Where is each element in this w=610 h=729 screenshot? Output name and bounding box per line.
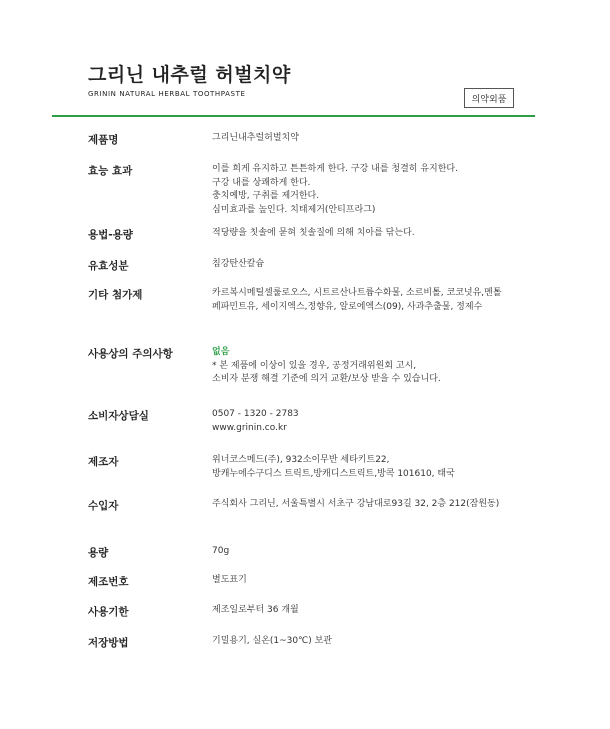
- value-line: * 본 제품에 이상이 있을 경우, 공정거래위원회 고시,: [212, 360, 417, 371]
- value-line: 이를 희게 유지하고 튼튼하게 한다. 구강 내를 청결히 유지한다.: [212, 164, 458, 174]
- value-line: 충치예방, 구취를 제거한다.: [212, 191, 320, 201]
- value-line: 소비자 분쟁 해결 기준에 의거 교환/보상 받을 수 있습니다.: [212, 374, 441, 384]
- row-value: [212, 635, 530, 649]
- row-label: 사용기한: [88, 606, 129, 618]
- row-value: [212, 287, 530, 314]
- value-line: 카르복시메틸셀룰로오스, 시트르산나트륨수화물, 소르비톨, 코코넛유,멘톨: [212, 288, 502, 298]
- header-divider: [52, 115, 535, 117]
- category-badge: 의약외품: [464, 88, 514, 108]
- page-title: 그리닌 내추럴 허벌치약: [88, 64, 291, 86]
- row-value: [212, 132, 530, 146]
- value-line: 0507 - 1320 - 2783: [212, 409, 299, 419]
- row-label: 유효성분: [88, 260, 129, 272]
- row-label: 제품명: [88, 134, 119, 146]
- row-label: 용량: [88, 547, 109, 559]
- row-value: [212, 227, 530, 241]
- value-line: 그리닌내추럴허벌치약: [212, 133, 299, 143]
- value-line: 페파민트유, 세이지엑스,정향유, 알로에엑스(09), 사과추출물, 정제수: [212, 301, 483, 312]
- row-label: 용법-용량: [88, 229, 133, 241]
- highlight-text: 없음: [212, 347, 230, 357]
- value-line: 구강 내를 상쾌하게 한다.: [212, 177, 311, 188]
- row-value: [212, 408, 530, 435]
- row-value: [212, 545, 530, 559]
- value-line: 침강탄산칼슘: [212, 259, 265, 269]
- value-line: 별도표기: [212, 575, 247, 585]
- row-label: 기타 첨가제: [88, 289, 143, 301]
- row-label: 사용상의 주의사항: [88, 348, 173, 360]
- row-label: 효능 효과: [88, 165, 133, 177]
- row-label: 제조번호: [88, 576, 129, 588]
- value-line: 적당량을 칫솔에 묻혀 칫솔질에 의해 치아를 닦는다.: [212, 228, 415, 238]
- value-line: 위너코스메드(주), 932소이무반 세타키트22,: [212, 455, 390, 465]
- value-line: 방캐누에수구디스 트릭트,방캐디스트릭트,방콕 101610, 태국: [212, 468, 455, 479]
- row-label: 수입자: [88, 500, 119, 512]
- row-value: [212, 346, 530, 387]
- page-subtitle: GRININ NATURAL HERBAL TOOTHPASTE: [88, 90, 246, 98]
- row-value: [212, 163, 530, 217]
- row-label: 제조자: [88, 456, 119, 468]
- row-label: 소비자상담실: [88, 410, 149, 422]
- row-value: [212, 258, 530, 272]
- value-line: 제조일로부터 36 개월: [212, 605, 299, 615]
- value-line: 주식회사 그리닌, 서울특별시 서초구 강남대로93길 32, 2층 212(잠원동): [212, 499, 500, 509]
- value-line: www.grinin.co.kr: [212, 422, 287, 433]
- value-line: 70g: [212, 546, 230, 556]
- row-label: 저장방법: [88, 637, 129, 649]
- value-line: 기밀용기, 실온(1~30℃) 보관: [212, 636, 332, 646]
- row-value: [212, 574, 530, 588]
- value-line: 심미효과를 높인다. 치태제거(안티프라그): [212, 204, 376, 215]
- row-value: [212, 498, 530, 512]
- row-value: [212, 454, 530, 481]
- row-value: [212, 604, 530, 618]
